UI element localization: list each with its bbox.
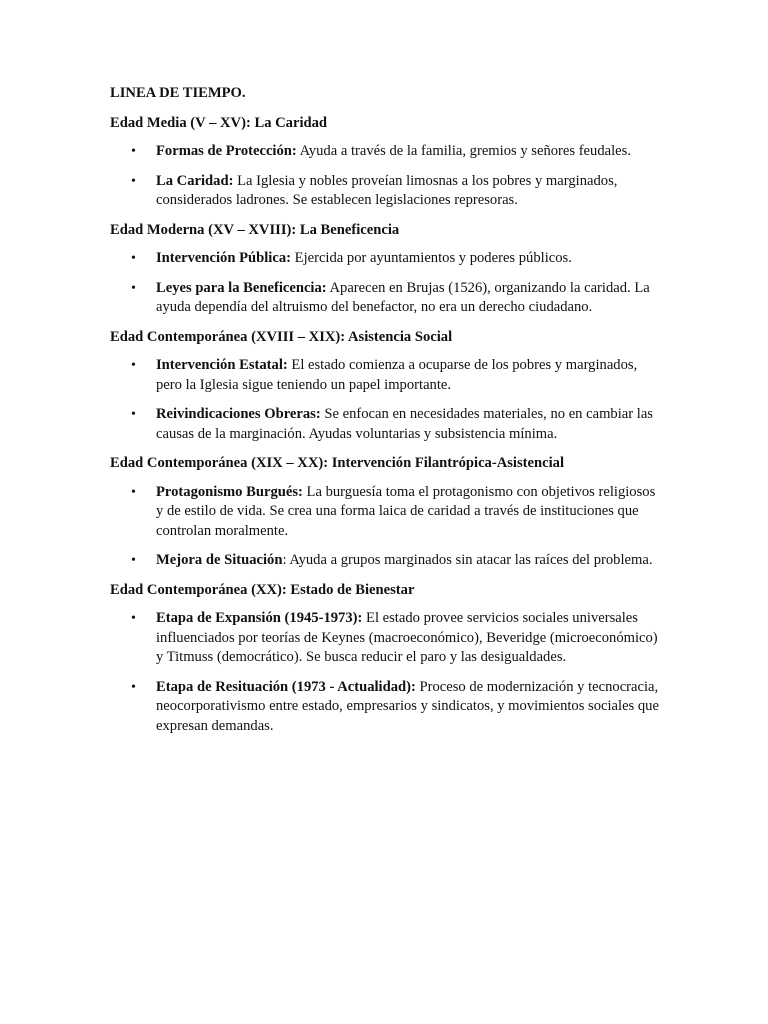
section-estado-bienestar (110, 581, 660, 737)
list-item (110, 551, 660, 571)
bullet-icon: • (131, 280, 136, 296)
list-item (110, 356, 660, 395)
item-text: : Ayuda a grupos marginados sin atacar las raíces del problema. (282, 552, 653, 568)
bullet-list (110, 356, 660, 444)
item-text: Proceso de modernización y tecnocracia, neocorporativismo entre estado, empresarios y sindicatos, y movimientos sociales que expresan demandas. (156, 678, 659, 734)
item-term: Formas de Protección: (156, 143, 297, 159)
list-item (110, 249, 660, 269)
section-heading: Edad Moderna (XV – XVIII): La Beneficencia (110, 221, 400, 238)
item-term: Leyes para la Beneficencia: (156, 279, 327, 296)
item-text: El estado provee servicios sociales universales influenciados por teorías de Keynes (macroeconómico), Beveridge (microeconómico) y Titmuss (democrático). Se busca reducir el paro y las desigualdades. (156, 610, 658, 665)
document-title: LINEA DE TIEMPO. (110, 85, 246, 101)
bullet-list (110, 483, 660, 571)
bullet-list (110, 609, 660, 736)
item-text: Se enfocan en necesidades materiales, no en cambiar las causas de la marginación. Ayudas voluntarias y subsistencia mínima. (156, 406, 653, 442)
list-item (110, 405, 660, 444)
list-item (110, 678, 660, 737)
section-heading: Edad Contemporánea (XVIII – XIX): Asistencia Social (110, 328, 453, 345)
item-term: Etapa de Expansión (1945-1973): (156, 610, 363, 626)
bullet-icon: • (131, 484, 136, 500)
item-text: La burguesía toma el protagonismo con objetivos religiosos y de estilo de vida. Se crea una forma laica de caridad a través de instituciones que controlan moralmente. (156, 483, 656, 539)
item-text: El estado comienza a ocuparse de los pobres y marginados, pero la Iglesia sigue teniendo un papel importante. (156, 357, 638, 393)
bullet-icon: • (131, 173, 136, 189)
item-text: La Iglesia y nobles proveían limosnas a los pobres y marginados, considerados ladrones. Se establecen legislaciones represoras. (156, 172, 618, 208)
item-term: Protagonismo Burgués: (156, 483, 303, 500)
item-term: Etapa de Resituación (1973 - Actualidad): (156, 678, 416, 695)
item-term: Mejora de Situación (156, 552, 283, 568)
bullet-icon: • (131, 407, 136, 422)
section-heading: Edad Contemporánea (XX): Estado de Bienestar (110, 581, 415, 598)
bullet-icon: • (131, 553, 136, 568)
item-term: La Caridad: (156, 172, 234, 189)
section-heading: Edad Media (V – XV): La Caridad (110, 114, 328, 131)
item-term: Intervención Pública: (156, 250, 291, 266)
item-text: Ayuda a través de la familia, gremios y señores feudales. (296, 143, 631, 159)
bullet-list (110, 249, 660, 318)
section-filantropica (110, 454, 660, 571)
bullet-list (110, 142, 660, 211)
bullet-icon: • (131, 679, 136, 695)
list-item (110, 279, 660, 318)
list-item (110, 172, 660, 211)
item-term: Intervención Estatal: (156, 357, 288, 373)
list-item (110, 142, 660, 162)
document-page (110, 84, 660, 746)
item-text: Aparecen en Brujas (1526), organizando la caridad. La ayuda dependía del altruismo del benefactor, no era un derecho ciudadano. (156, 279, 650, 315)
section-edad-media (110, 114, 660, 211)
bullet-icon: • (131, 611, 136, 626)
item-term: Reivindicaciones Obreras: (156, 406, 321, 422)
bullet-icon: • (131, 144, 136, 159)
bullet-icon: • (131, 358, 136, 373)
list-item (110, 483, 660, 542)
section-heading: Edad Contemporánea (XIX – XX): Intervención Filantrópica-Asistencial (110, 455, 565, 471)
item-text: Ejercida por ayuntamientos y poderes públicos. (291, 250, 572, 266)
list-item (110, 609, 660, 668)
section-edad-moderna (110, 221, 660, 318)
section-asistencia-social (110, 328, 660, 445)
bullet-icon: • (131, 251, 136, 266)
